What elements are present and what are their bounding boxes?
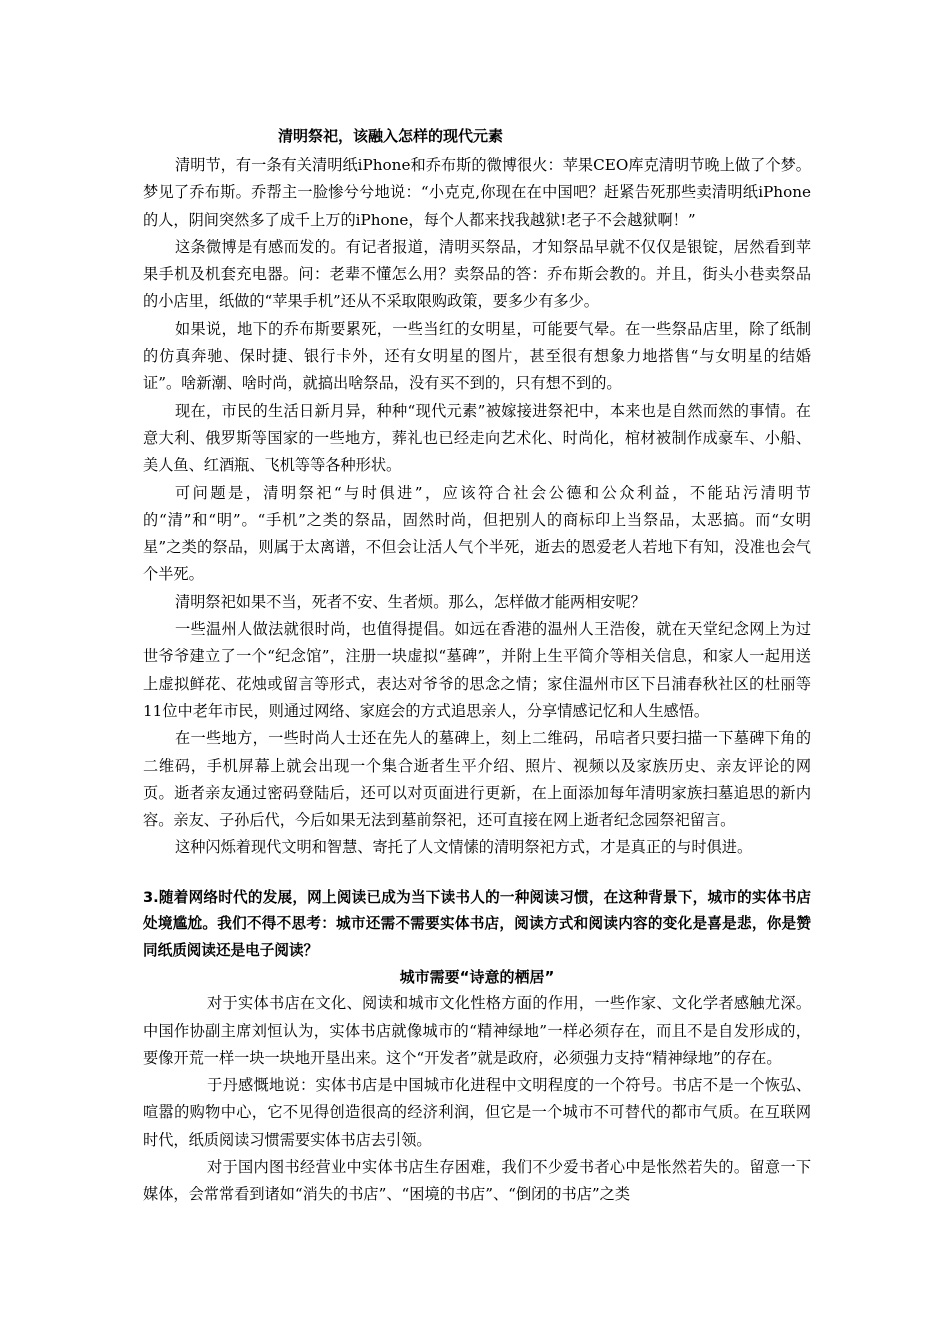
article-paragraph: 可问题是，清明祭祀“与时俱进”，应该符合社会公德和公众利益，不能玷污清明节的“清”和“明”。“手机”之类的祭品，固然时尚，但把别人的商标印上当祭品，太恶搞。而“女明星”之类的祭品，则属于太离谱，不但会让活人气个半死，逝去的恩爱老人若地下有知，没准也会气个半死。 <box>143 483 811 584</box>
document-page <box>143 120 811 1209</box>
essay-paragraph: 对于国内图书经营业中实体书店生存困难，我们不少爱书者心中是怅然若失的。留意一下媒体，会常常看到诸如“消失的书店”、“困境的书店”、“倒闭的书店”之类 <box>143 1158 811 1204</box>
article-paragraph: 如果说，地下的乔布斯要累死，一些当红的女明星，可能要气晕。在一些祭品店里，除了纸制的仿真奔驰、保时捷、银行卡外，还有女明星的图片，甚至很有想象力地搭售“与女明星的结婚证”。啥新潮、啥时尚，就搞出啥祭品，没有买不到的，只有想不到的。 <box>143 319 811 393</box>
article-paragraph: 一些温州人做法就很时尚，也值得提倡。如远在香港的温州人王浩俊，就在天堂纪念网上为过世爷爷建立了一个“纪念馆”，注册一块虚拟“墓碑”，并附上生平简介等相关信息，和家人一起用送上虚拟鲜花、花烛或留言等形式，表达对爷爷的思念之情；家住温州市区下吕浦春秋社区的杜丽等11位中老年市民，则通过网络、家庭会的方式追思亲人，分享情感记忆和人生感悟。 <box>143 620 811 720</box>
essay-question: 3.随着网络时代的发展，网上阅读已成为当下读书人的一种阅读习惯，在这种背景下，城市的实体书店处境尴尬。我们不得不思考：城市还需不需要实体书店，阅读方式和阅读内容的变化是喜是悲，你是赞同纸质阅读还是电子阅读？ <box>143 888 811 959</box>
article-paragraph: 清明节，有一条有关清明纸iPhone和乔布斯的微博很火：苹果CEO库克清明节晚上做了个梦。梦见了乔布斯。乔帮主一脸惨兮兮地说：“小克克,你现在在中国吧？赶紧告死那些卖清明纸iPhone的人，阴间突然多了成千上万的iPhone，每个人都来找我越狱!老子不会越狱啊！” <box>143 156 811 229</box>
article-paragraph: 这种闪烁着现代文明和智慧、寄托了人文情愫的清明祭祀方式，才是真正的与时俱进。 <box>175 838 753 857</box>
article-paragraph: 这条微博是有感而发的。有记者报道，清明买祭品，才知祭品早就不仅仅是银锭，居然看到苹果手机及机套充电器。问：老辈不懂怎么用？卖祭品的答：乔布斯会教的。并且，街头小巷卖祭品的小店里，纸做的“苹果手机”还从不采取限购政策，要多少有多少。 <box>143 237 811 311</box>
article-paragraph: 清明祭祀如果不当，死者不安、生者烦。那么，怎样做才能两相安呢？ <box>175 592 646 611</box>
essay-paragraph: 对于实体书店在文化、阅读和城市文化性格方面的作用，一些作家、文化学者感触尤深。中国作协副主席刘恒认为，实体书店就像城市的“精神绿地”一样必须存在，而且不是自发形成的，要像开荒一样一块一块地开垦出来。这个“开发者”就是政府，必须强力支持“精神绿地”的存在。 <box>143 994 811 1067</box>
article-title: 清明祭祀，该融入怎样的现代元素 <box>278 127 504 145</box>
section-spacer <box>143 862 811 885</box>
essay-title: 城市需要“诗意的栖居” <box>399 968 555 987</box>
article-paragraph: 现在，市民的生活日新月异，种种“现代元素”被嫁接进祭祀中，本来也是自然而然的事情。在意大利、俄罗斯等国家的一些地方，葬礼也已经走向艺术化、时尚化，棺材被制作成豪车、小船、美人鱼、红酒瓶、飞机等等各种形状。 <box>143 401 811 475</box>
essay-paragraph: 于丹感慨地说：实体书店是中国城市化进程中文明程度的一个符号。书店不是一个恢弘、喧嚣的购物中心，它不见得创造很高的经济利润，但它是一个城市不可替代的都市气质。在互联网时代，纸质阅读习惯需要实体书店去引领。 <box>143 1076 811 1149</box>
article-paragraph: 在一些地方，一些时尚人士还在先人的墓碑上，刻上二维码，吊唁者只要扫描一下墓碑下角的二维码，手机屏幕上就会出现一个集合逝者生平介绍、照片、视频以及家族历史、亲友评论的网页。逝者亲友通过密码登陆后，还可以对页面进行更新，在上面添加每年清明家族扫墓追思的新内容。亲友、子孙后代，今后如果无法到墓前祭祀，还可直接在网上逝者纪念园祭祀留言。 <box>143 729 811 830</box>
